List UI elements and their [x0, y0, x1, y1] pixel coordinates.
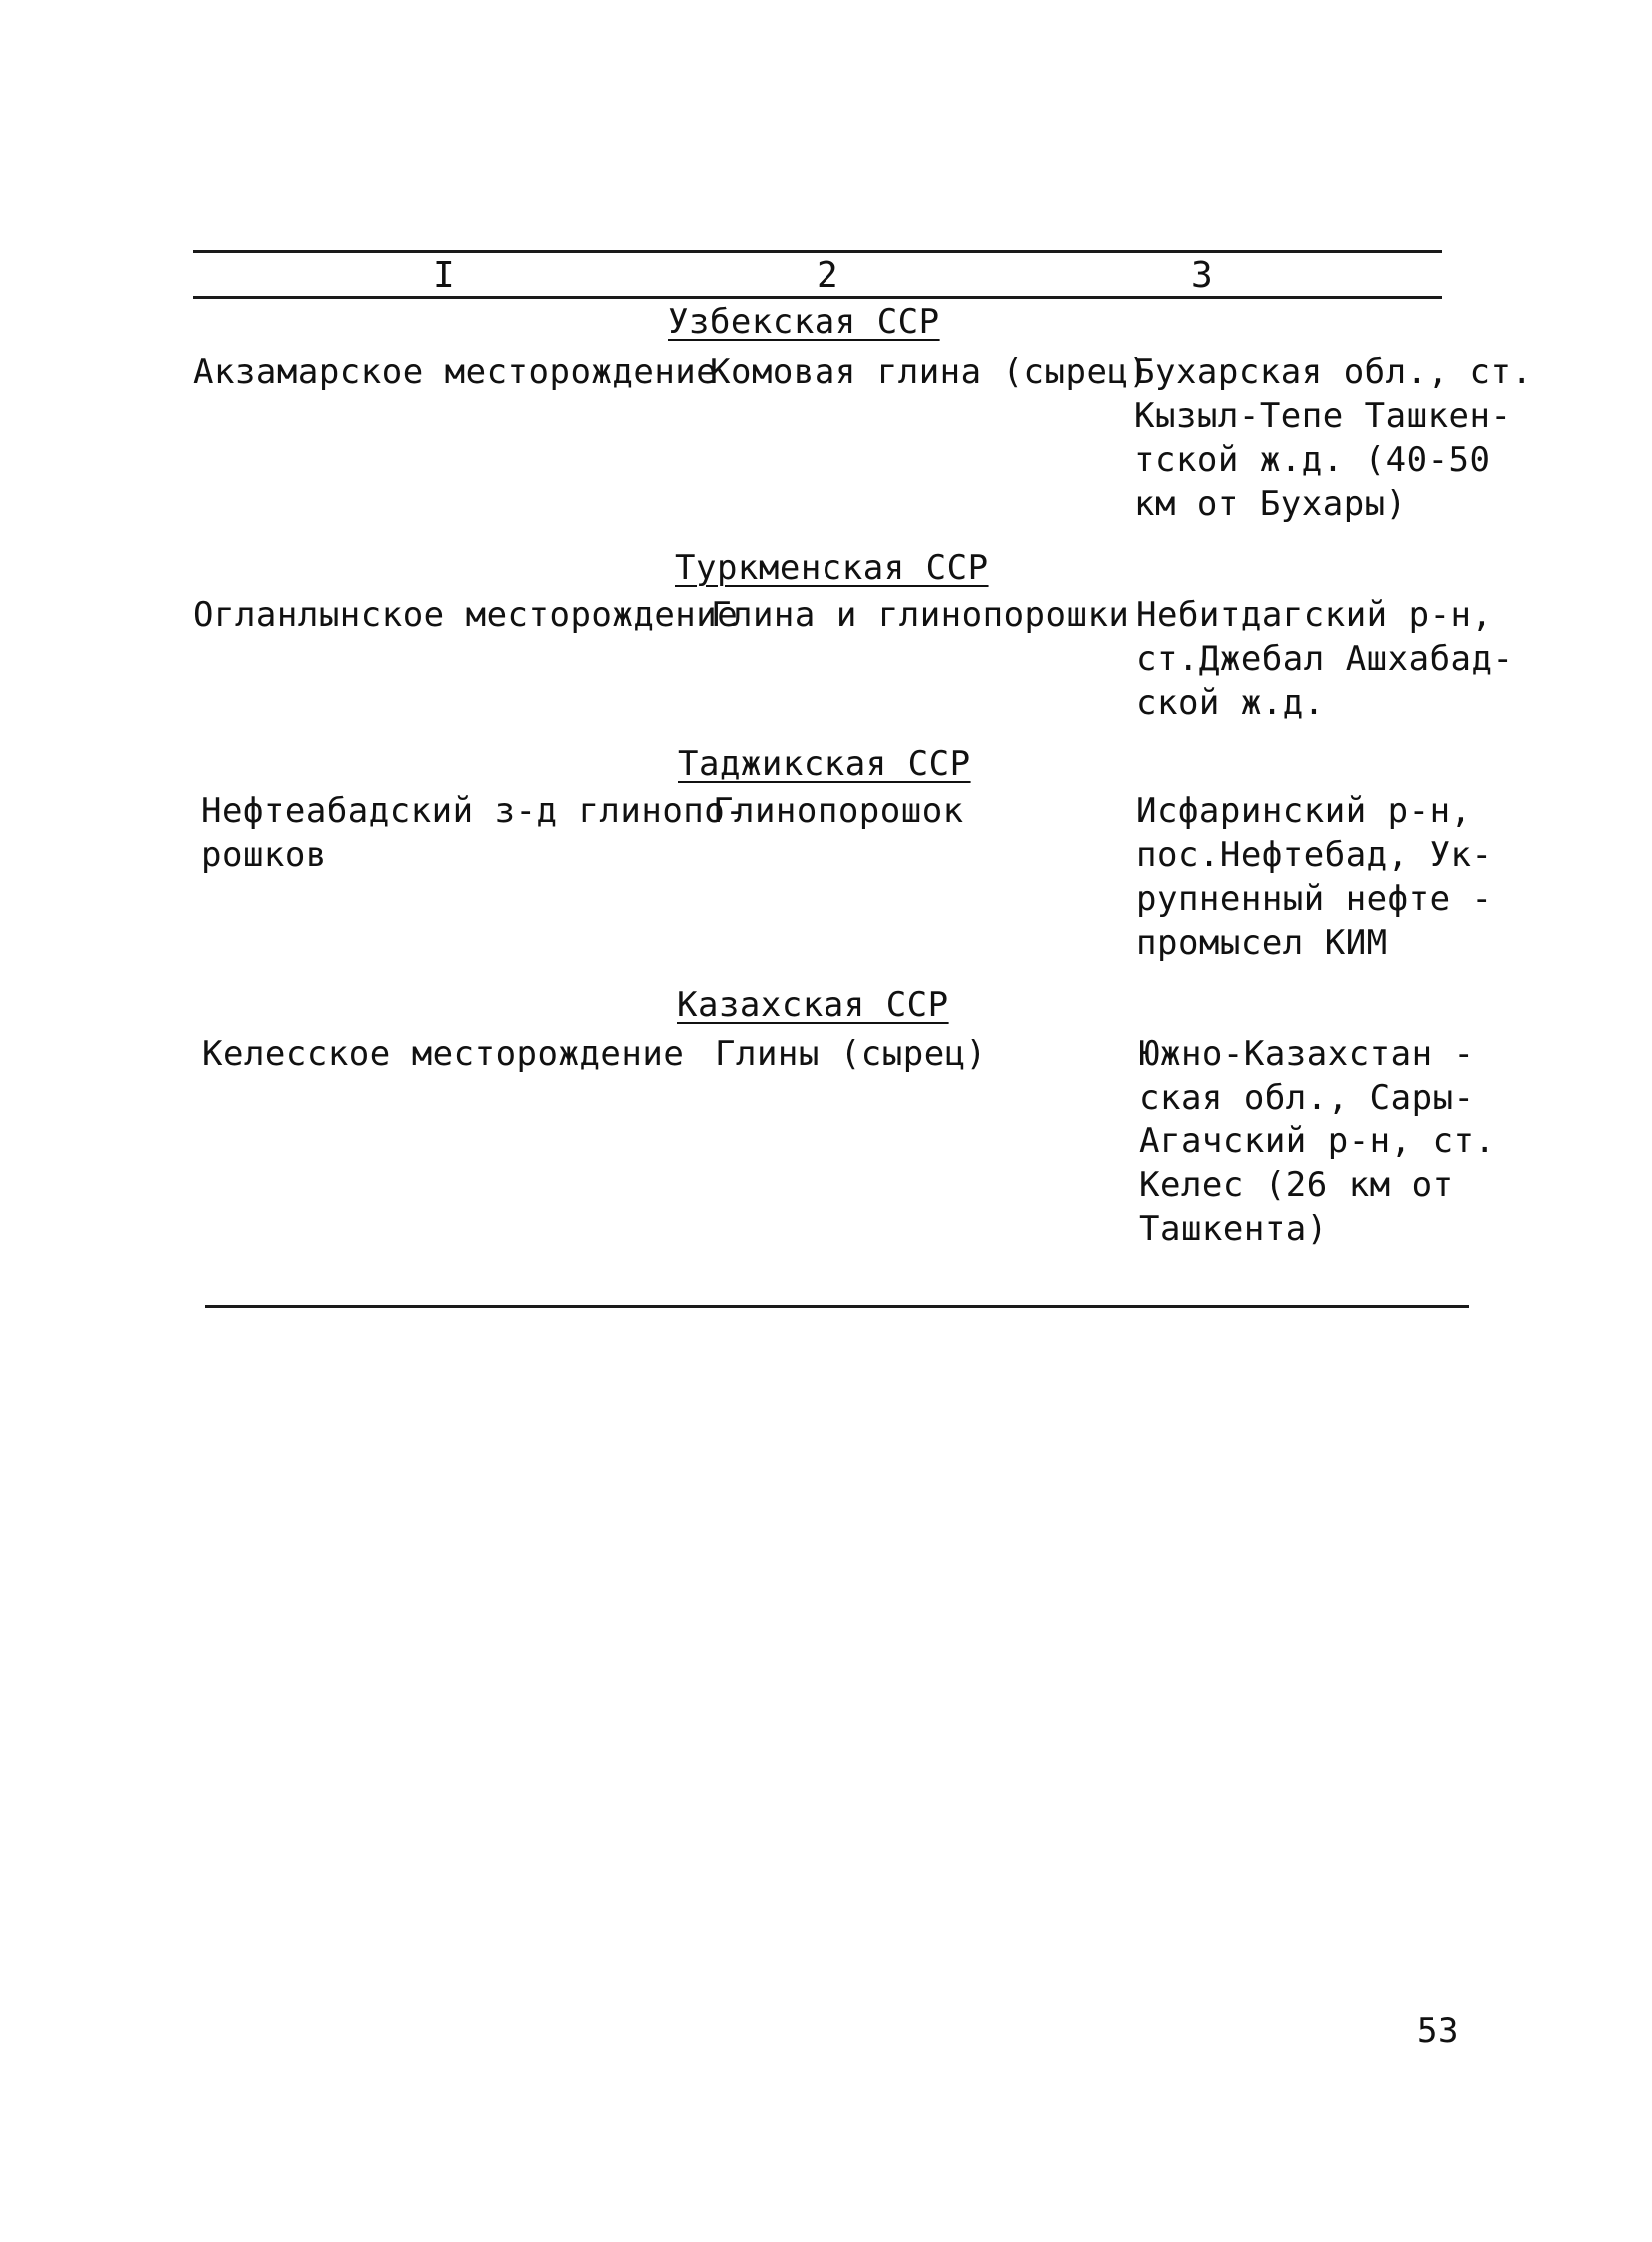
material-type: Глина и глинопорошки [711, 595, 1130, 635]
location-text [1134, 350, 1532, 526]
column-header-3: 3 [1191, 255, 1214, 296]
location-line: Кызыл-Тепе Ташкен- [1134, 396, 1512, 436]
deposit-name [201, 789, 746, 877]
location-line: рупненный нефте - [1136, 879, 1493, 919]
location-line: Небитдагский р-н, [1136, 595, 1493, 635]
location-line: Келес (26 км от [1139, 1165, 1454, 1205]
deposit-name-line: рошков [201, 835, 327, 875]
deposit-name: Акзамарское месторождение [193, 352, 718, 392]
location-line: ской ж.д. [1136, 683, 1325, 723]
region-heading-kazakh: Казахская ССР [677, 985, 949, 1025]
material-type: Глинопорошок [713, 791, 964, 831]
location-line: Исфаринский р-н, [1136, 791, 1472, 831]
location-text [1136, 593, 1513, 725]
location-line: промысел КИМ [1136, 923, 1388, 963]
location-line: Бухарская обл., ст. [1134, 352, 1533, 392]
region-heading-turkmen: Туркменская ССР [675, 548, 989, 588]
material-type: Комовая глина (сырец) [710, 352, 1150, 392]
location-line: Южно-Казахстан - [1139, 1034, 1475, 1074]
location-line: тской ж.д. (40-50 [1134, 440, 1491, 480]
location-line: ская обл., Сары- [1139, 1078, 1475, 1118]
location-line: км от Бухары) [1134, 484, 1407, 524]
material-type: Глины (сырец) [715, 1034, 987, 1074]
deposit-name-line: Нефтеабадский з-д глинопо- [201, 791, 747, 831]
page-number: 53 [1417, 2011, 1459, 2051]
column-header-1: I [433, 255, 456, 296]
region-heading-uzbek: Узбекская ССР [668, 302, 940, 342]
location-line: пос.Нефтебад, Ук- [1136, 835, 1493, 875]
deposit-name: Келесское месторождение [202, 1034, 685, 1074]
table-bottom-rule [205, 1305, 1469, 1308]
location-line: Агачский р-н, ст. [1139, 1121, 1496, 1161]
location-text [1136, 789, 1493, 965]
location-line: ст.Джебал Ашхабад- [1136, 639, 1514, 679]
deposit-name: Огланлынское месторождение [193, 595, 739, 635]
region-heading-tajik: Таджикская ССР [678, 744, 971, 784]
table-top-rule [193, 250, 1442, 253]
location-text [1139, 1032, 1496, 1251]
column-header-2: 2 [817, 255, 839, 296]
location-line: Ташкента) [1139, 1209, 1328, 1249]
